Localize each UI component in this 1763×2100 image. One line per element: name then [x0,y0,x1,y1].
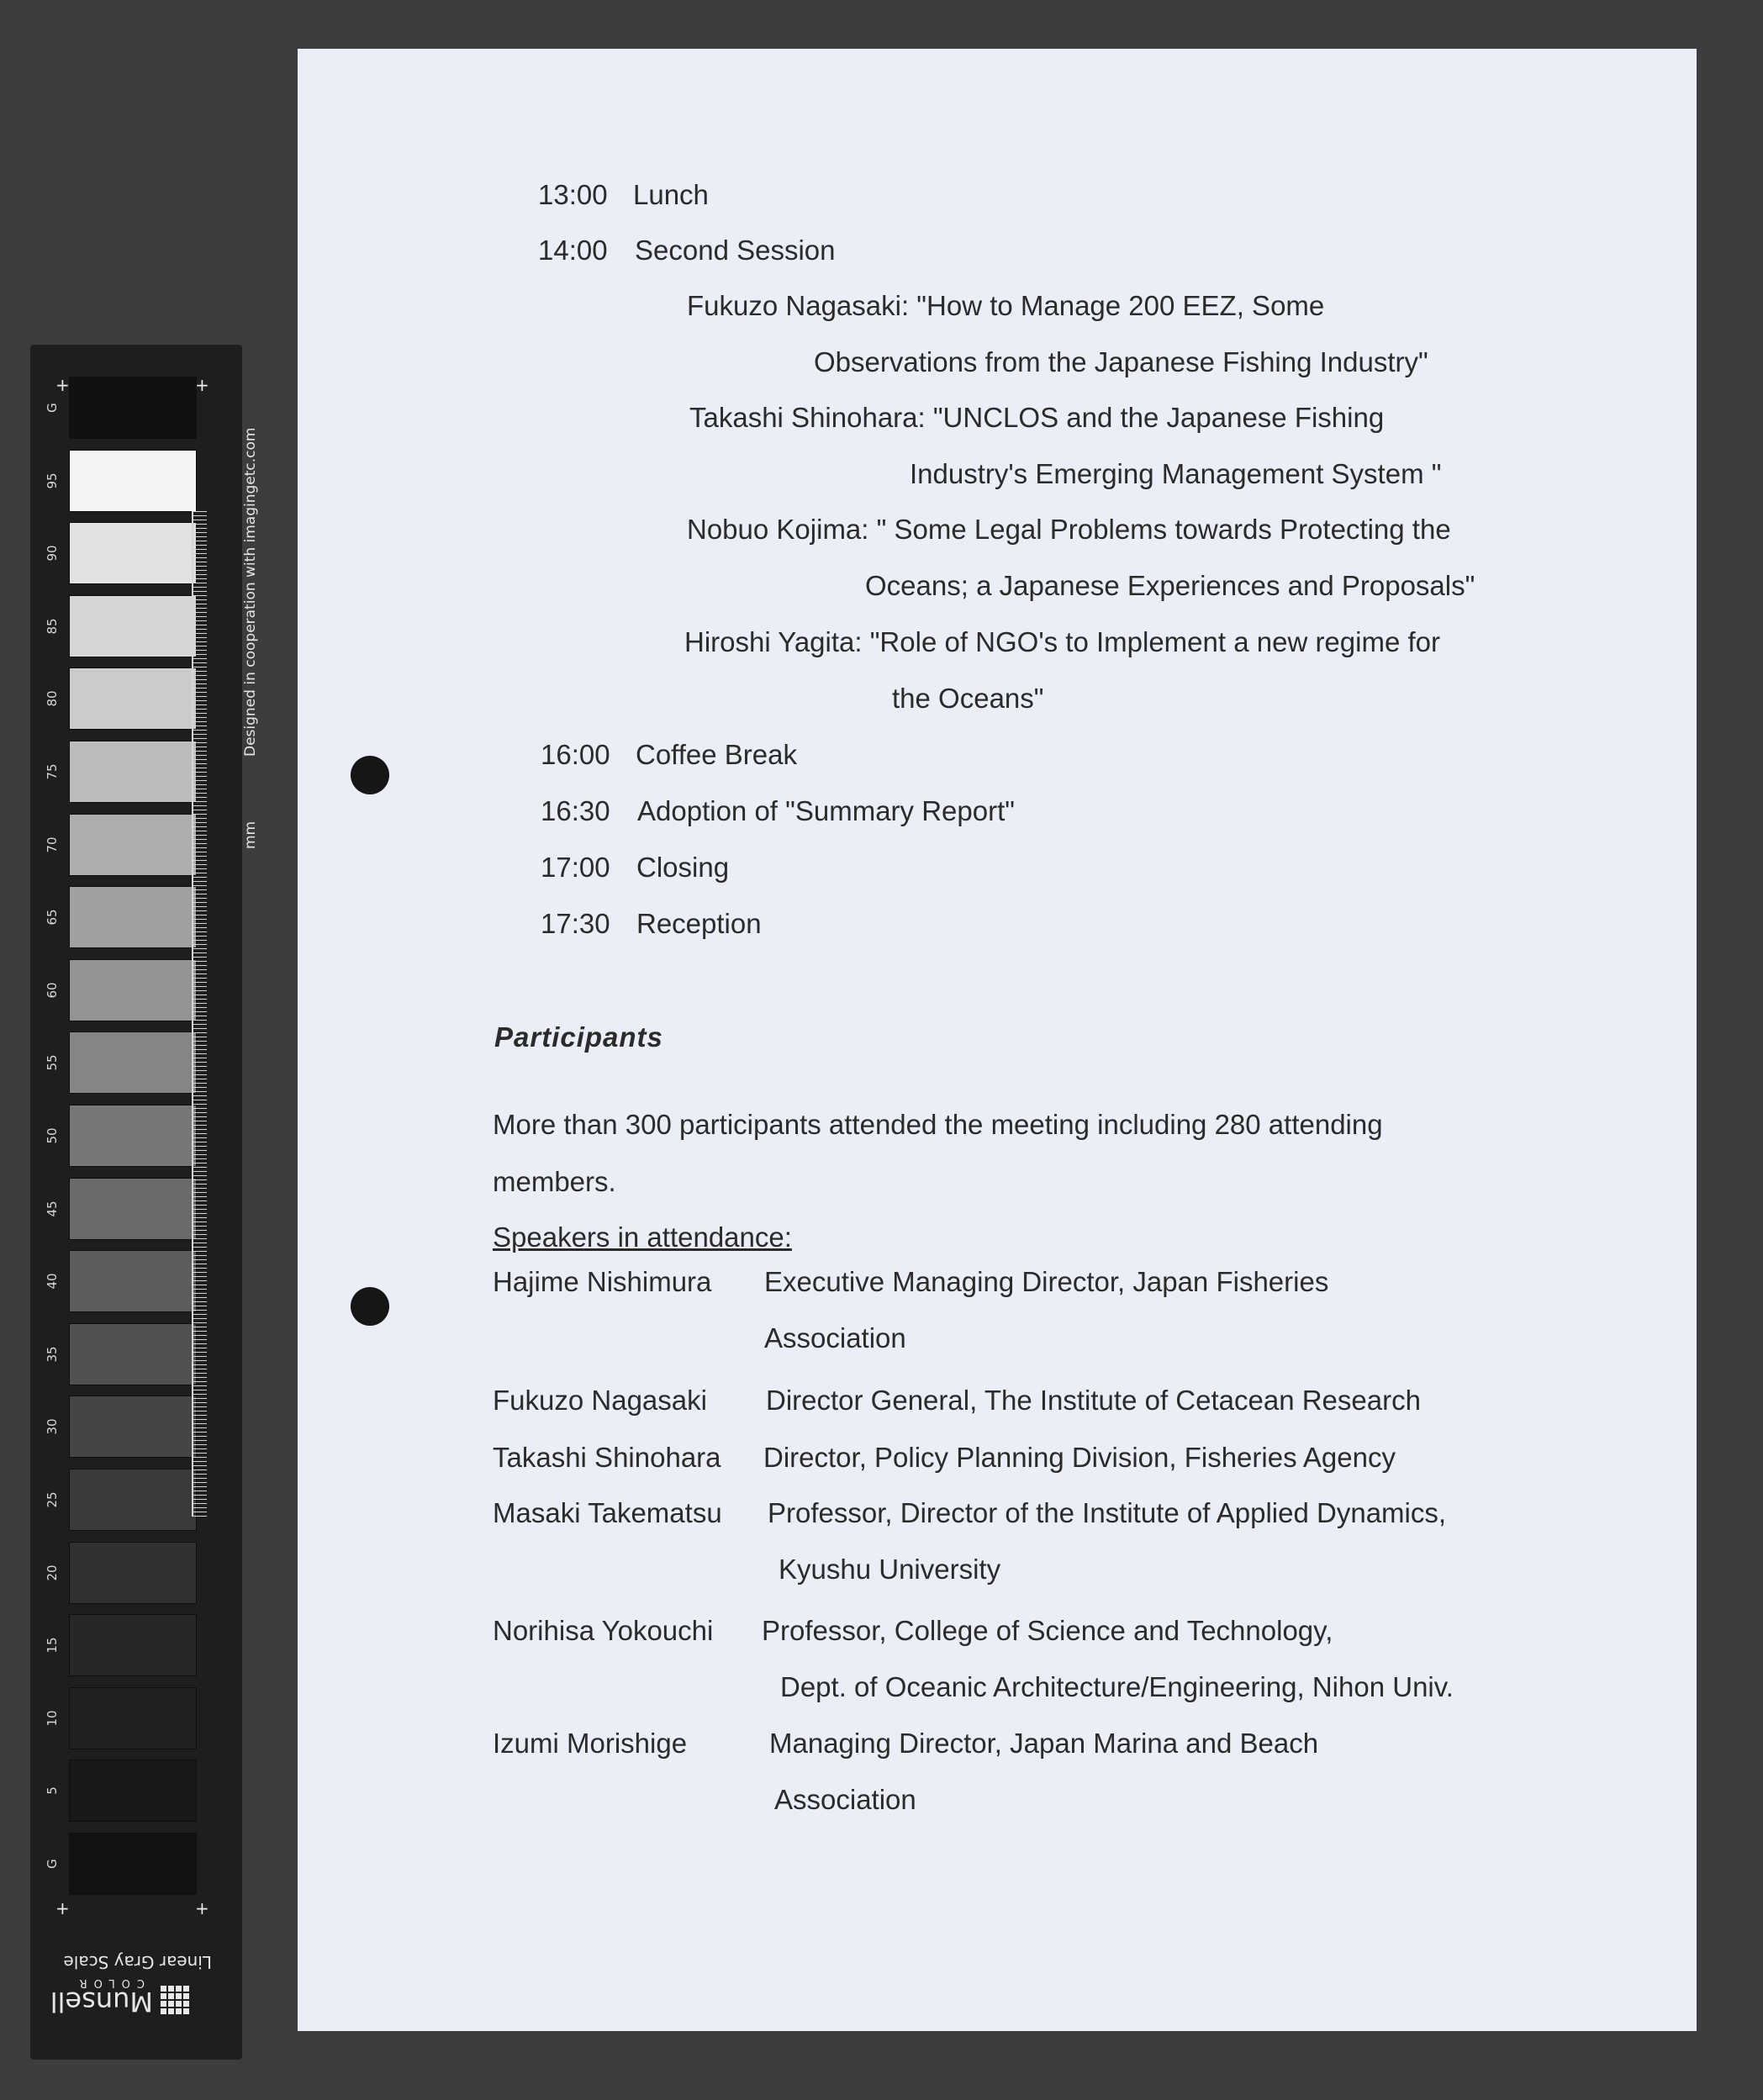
gray-patch-label: 70 [45,836,60,853]
schedule-time: 17:30 [541,908,610,939]
gray-patch [69,1469,197,1531]
gray-patch-label: 30 [45,1418,60,1435]
gray-scale-card [30,345,259,2060]
schedule-label: Reception [636,908,762,939]
speaker-name: Hajime Nishimura [493,1266,712,1297]
gray-patch-label: 15 [45,1637,60,1654]
speaker-title: Executive Managing Director, Japan Fisheries [764,1266,1329,1297]
munsell-logo-icon [161,1986,189,2014]
talk-line: the Oceans" [892,683,1044,714]
schedule-time: 16:00 [541,739,610,770]
gray-patch-label: 60 [45,982,60,999]
speakers-heading: Speakers in attendance: [493,1221,792,1253]
mm-ruler [192,511,207,1517]
gray-patch-label: 85 [45,618,60,635]
brand-sub: COLOR [72,1976,145,1989]
brand-name: Munsell [50,1986,153,2018]
gray-patch-label: 95 [45,472,60,489]
speaker-title: Association [764,1322,906,1353]
talk-line: Nobuo Kojima: " Some Legal Problems towards Protecting the [687,514,1451,545]
talk-line: Hiroshi Yagita: "Role of NGO's to Implement a new regime for [684,626,1440,657]
talk-line: Observations from the Japanese Fishing Industry" [814,346,1428,377]
schedule-label: Second Session [635,235,836,266]
punch-hole [351,756,389,794]
schedule-label: Coffee Break [636,739,798,770]
gray-patch [69,522,197,584]
gray-patch-label: 45 [45,1200,60,1217]
participants-text: members. [493,1166,616,1197]
speaker-name: Takashi Shinohara [493,1442,721,1473]
speaker-name: Fukuzo Nagasaki [493,1385,707,1416]
gray-patch [69,1687,197,1749]
scale-credit: Designed in cooperation with imagingetc.com [242,427,259,757]
gray-patch-label: G [45,1859,60,1869]
speaker-title: Kyushu University [779,1554,1001,1585]
gray-patch-label: 5 [45,1786,60,1796]
gray-patch-label: 75 [45,763,60,780]
gray-patch [69,1178,197,1240]
gray-patch-label: 25 [45,1491,60,1508]
participants-heading: Participants [494,1021,663,1053]
gray-patch [69,667,197,730]
participants-text: More than 300 participants attended the meeting including 280 attending [493,1109,1383,1140]
gray-patch-label: 35 [45,1346,60,1363]
gray-patch-label: G [45,403,60,413]
gray-patch [69,741,197,803]
plus-mark: + [195,1898,209,1918]
speaker-name: Masaki Takematsu [493,1497,722,1528]
gray-patch [69,1105,197,1167]
schedule-label: Lunch [633,179,709,210]
speaker-title: Association [774,1784,916,1815]
gray-patch-label: 90 [45,545,60,562]
speaker-title: Professor, Director of the Institute of Applied Dynamics, [768,1497,1447,1528]
gray-patch [69,595,197,657]
speaker-title: Managing Director, Japan Marina and Beach [769,1728,1319,1759]
gray-patch [69,1614,197,1676]
schedule-time: 14:00 [538,235,608,266]
gray-patch [69,1250,197,1312]
talk-line: Fukuzo Nagasaki: "How to Manage 200 EEZ, Some [687,290,1325,321]
plus-mark: + [55,375,70,395]
gray-patch [69,1396,197,1458]
gray-patch [69,1760,197,1822]
talk-line: Oceans; a Japanese Experiences and Proposals" [865,570,1475,601]
speaker-title: Director, Policy Planning Division, Fisheries Agency [763,1442,1396,1473]
punch-hole [351,1287,389,1326]
schedule-label: Closing [636,852,730,883]
speaker-title: Director General, The Institute of Cetacean Research [766,1385,1421,1416]
gray-patch [69,886,197,948]
gray-patch [69,1833,197,1895]
speaker-title: Professor, College of Science and Technology, [762,1615,1333,1646]
schedule-time: 13:00 [538,179,608,210]
gray-patch [69,1323,197,1385]
schedule-label: Adoption of "Summary Report" [637,795,1015,826]
gray-patch-label: 10 [45,1710,60,1727]
gray-patch-label: 20 [45,1564,60,1581]
scale-unit: mm [242,820,259,849]
gray-patch [69,959,197,1021]
talk-line: Industry's Emerging Management System " [910,458,1442,489]
speaker-title: Dept. of Oceanic Architecture/Engineering, Nihon Univ. [780,1671,1454,1702]
schedule-time: 16:30 [541,795,610,826]
plus-mark: + [195,375,209,395]
speaker-name: Norihisa Yokouchi [493,1615,714,1646]
schedule-time: 17:00 [541,852,610,883]
talk-line: Takashi Shinohara: "UNCLOS and the Japanese Fishing [689,402,1385,433]
speaker-name: Izumi Morishige [493,1728,688,1759]
gray-patch-label: 55 [45,1054,60,1071]
gray-patch [69,1032,197,1094]
gray-patch [69,814,197,876]
gray-patch-label: 65 [45,909,60,926]
gray-patch [69,1542,197,1604]
plus-mark: + [55,1898,70,1918]
gray-patch [69,450,197,512]
scale-title: Linear Gray Scale [63,1952,212,1972]
gray-patch-label: 50 [45,1127,60,1144]
gray-patch [69,377,197,439]
gray-patch-label: 80 [45,690,60,707]
gray-patch-label: 40 [45,1273,60,1290]
